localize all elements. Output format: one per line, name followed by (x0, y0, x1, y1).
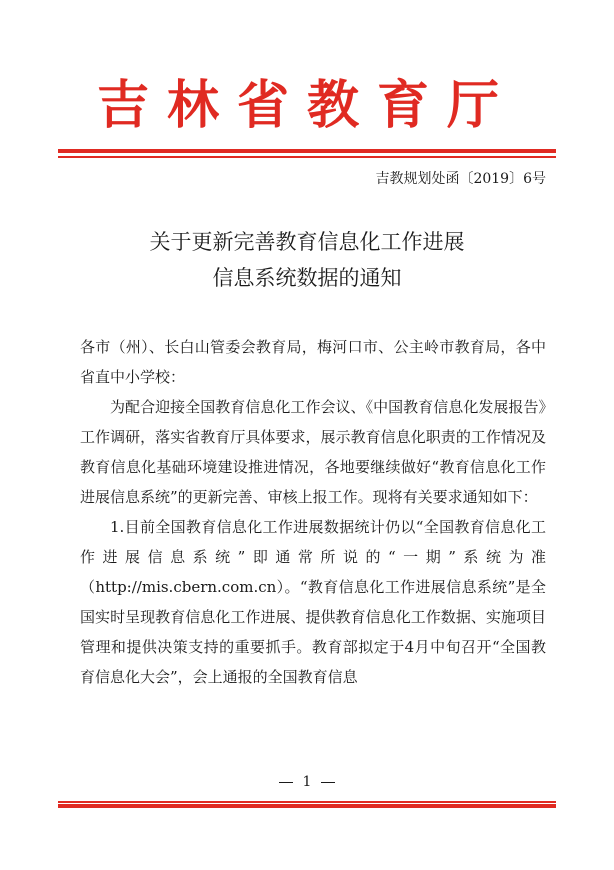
page-number-value: 1 (302, 774, 312, 790)
body-paragraph-2: 1.目前全国教育信息化工作进展数据统计仍以“全国教育信息化工作进展信息系统”即通常所说的“一期”系统为准（http://mis.cbern.com.cn）。“教育信息化工作进展信息系统”是全国实时呈现教育信息化工作进展、提供教育信息化工作数据、实施项目管理和提供决策支持的重要抓手。教育部拟定于4月中旬召开“全国教育信息化大会”，会上通报的全国教育信息 (80, 518, 546, 686)
page-number-dash-right (321, 782, 335, 783)
title-line-1: 关于更新完善教育信息化工作进展 (149, 230, 465, 254)
red-divider-top-thin (58, 156, 556, 158)
red-divider-bottom-thick (58, 804, 556, 808)
document-number: 吉教规划处函〔2019〕6号 (375, 171, 546, 187)
title-line-2: 信息系统数据的通知 (212, 266, 402, 290)
page-number (0, 772, 614, 792)
masthead-org-name: 吉林省教育厅 (96, 75, 517, 136)
red-divider-bottom-thin (58, 801, 556, 803)
document-body (80, 332, 546, 692)
body-paragraph-1: 为配合迎接全国教育信息化工作会议、《中国教育信息化发展报告》工作调研，落实省教育厅具体要求，展示教育信息化职责的工作情况及教育信息化基础环境建设推进情况，各地要继续做好“教育信息化工作进展信息系统”的更新完善、审核上报工作。现将有关要求通知如下： (80, 398, 546, 506)
salutation: 各市（州）、长白山管委会教育局，梅河口市、公主岭市教育局，各中省直中小学校： (80, 338, 546, 386)
document-title (0, 224, 614, 296)
red-divider-top-thick (58, 149, 556, 153)
page-number-dash-left (279, 782, 293, 783)
red-divider-bottom (58, 801, 556, 809)
red-divider-top (58, 149, 556, 161)
